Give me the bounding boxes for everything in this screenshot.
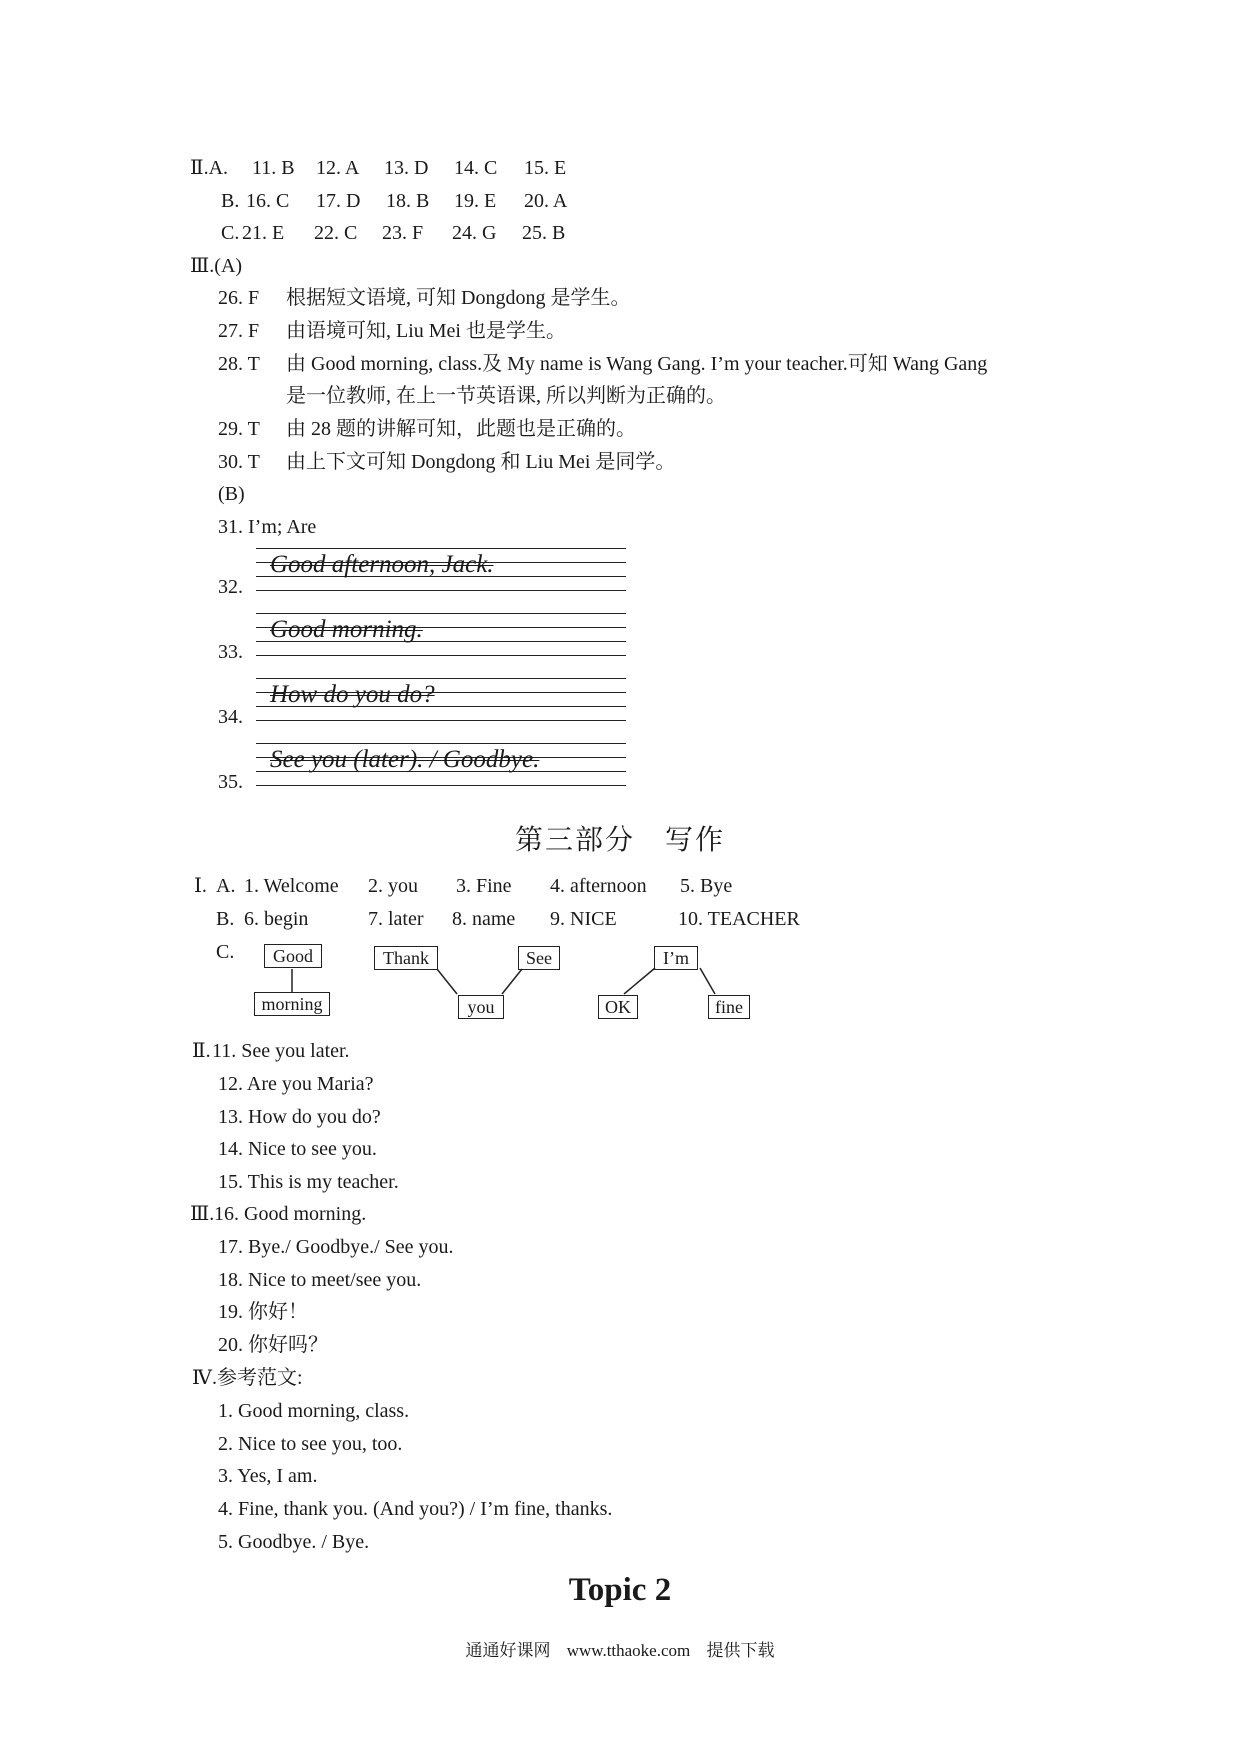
item-num: 33.	[218, 641, 243, 663]
item-explanation: 由上下文可知 Dongdong 和 Liu Mei 是同学。	[286, 451, 676, 473]
answer-item: 13. How do you do?	[218, 1106, 381, 1128]
group-label: B.	[216, 908, 235, 930]
item-num: 34.	[218, 706, 243, 728]
answer-item: 16. C	[246, 190, 290, 212]
item-31: 31. I’m; Are	[218, 516, 317, 538]
part3-label: Ⅲ.(A)	[190, 255, 243, 277]
word-box-you: you	[458, 995, 504, 1019]
writing4-label: Ⅳ.参考范文:	[192, 1367, 303, 1389]
answer-item: 25. B	[522, 222, 566, 244]
answer-item: 3. Fine	[456, 875, 512, 897]
answer-item: 10. TEACHER	[678, 908, 800, 930]
item-explanation: 根据短文语境, 可知 Dongdong 是学生。	[286, 287, 631, 309]
answer-item: 15. This is my teacher.	[218, 1171, 399, 1193]
handwriting-text: How do you do?	[270, 681, 435, 708]
writing2-label: Ⅱ.	[192, 1040, 211, 1062]
answer-item: 19. E	[454, 190, 497, 212]
answer-item: 1. Welcome	[244, 875, 339, 897]
answer-item: 2. Nice to see you, too.	[218, 1433, 403, 1455]
answer-item: 18. B	[386, 190, 430, 212]
footer-suffix: 提供下载	[706, 1641, 775, 1660]
writing1-label: Ⅰ.	[194, 875, 207, 897]
item-num: 35.	[218, 771, 243, 793]
answer-item: 22. C	[314, 222, 358, 244]
part3-b-label: (B)	[218, 483, 245, 505]
section-title: 第三部分 写作	[514, 823, 725, 856]
item-num: 28. T	[218, 353, 260, 375]
answer-item: 17. Bye./ Goodbye./ See you.	[218, 1236, 454, 1258]
answer-item: 9. NICE	[550, 908, 617, 930]
item-num: 27. F	[218, 320, 260, 342]
item-explanation: 由 28 题的讲解可知，此题也是正确的。	[286, 418, 636, 440]
answer-item: 21. E	[242, 222, 285, 244]
answer-item: 7. later	[368, 908, 424, 930]
footer	[0, 1636, 1240, 1661]
group-label: C.	[221, 222, 240, 244]
answer-item: 6. begin	[244, 908, 309, 930]
answer-item: 4. afternoon	[550, 875, 647, 897]
answer-item: 12. A	[316, 157, 360, 179]
word-box-im: I’m	[654, 946, 698, 970]
answer-item: 20. A	[524, 190, 568, 212]
answer-item: 14. C	[454, 157, 498, 179]
answer-item: 1. Good morning, class.	[218, 1400, 410, 1422]
word-box-thank: Thank	[374, 946, 438, 970]
item-num: 29. T	[218, 418, 260, 440]
answer-item: 13. D	[384, 157, 429, 179]
footer-url[interactable]: www.tthaoke.com	[566, 1641, 691, 1660]
answer-item: 17. D	[316, 190, 361, 212]
word-box-fine: fine	[708, 995, 750, 1019]
answer-item: 24. G	[452, 222, 497, 244]
answer-item: 2. you	[368, 875, 418, 897]
word-box-good: Good	[264, 944, 322, 968]
item-explanation: 由 Good morning, class.及 My name is Wang Gang. I’m your teacher.可知 Wang Gang	[286, 353, 988, 375]
answer-item: 5. Goodbye. / Bye.	[218, 1531, 370, 1553]
answer-item: 12. Are you Maria?	[218, 1073, 374, 1095]
answer-item: 20. 你好吗？	[218, 1334, 328, 1356]
group-label: A.	[216, 875, 236, 897]
answer-item: 3. Yes, I am.	[218, 1465, 318, 1487]
answer-item: 11. See you later.	[212, 1040, 350, 1062]
handwriting-text: Good afternoon, Jack.	[270, 551, 494, 578]
answer-item: 16. Good morning.	[214, 1203, 367, 1225]
item-num: 30. T	[218, 451, 260, 473]
handwriting-text: See you (later). / Goodbye.	[270, 746, 540, 773]
topic-title: Topic 2	[568, 1572, 672, 1608]
word-box-see: See	[518, 946, 560, 970]
answer-item: 18. Nice to meet/see you.	[218, 1269, 422, 1291]
group-label: C.	[216, 941, 235, 963]
answer-item: 14. Nice to see you.	[218, 1138, 377, 1160]
answer-item: 4. Fine, thank you. (And you?) / I’m fine, thanks.	[218, 1498, 613, 1520]
answer-item: 15. E	[524, 157, 567, 179]
footer-site-name: 通通好课网	[465, 1641, 551, 1660]
answer-item: 11. B	[252, 157, 295, 179]
word-box-morning: morning	[254, 992, 330, 1016]
answer-item: 8. name	[452, 908, 516, 930]
item-num: 32.	[218, 576, 243, 598]
answer-item: 5. Bye	[680, 875, 733, 897]
item-explanation: 由语境可知, Liu Mei 也是学生。	[286, 320, 566, 342]
word-box-ok: OK	[598, 995, 638, 1019]
answer-item: 23. F	[382, 222, 424, 244]
item-explanation-cont: 是一位教师, 在上一节英语课, 所以判断为正确的。	[286, 385, 726, 407]
group-label: A.	[208, 157, 229, 179]
group-label: B.	[221, 190, 240, 212]
writing3-label: Ⅲ.	[190, 1203, 215, 1225]
handwriting-text: Good morning.	[270, 616, 423, 643]
part2-label: Ⅱ.	[190, 157, 209, 179]
answer-item: 19. 你好！	[218, 1301, 308, 1323]
item-num: 26. F	[218, 287, 260, 309]
